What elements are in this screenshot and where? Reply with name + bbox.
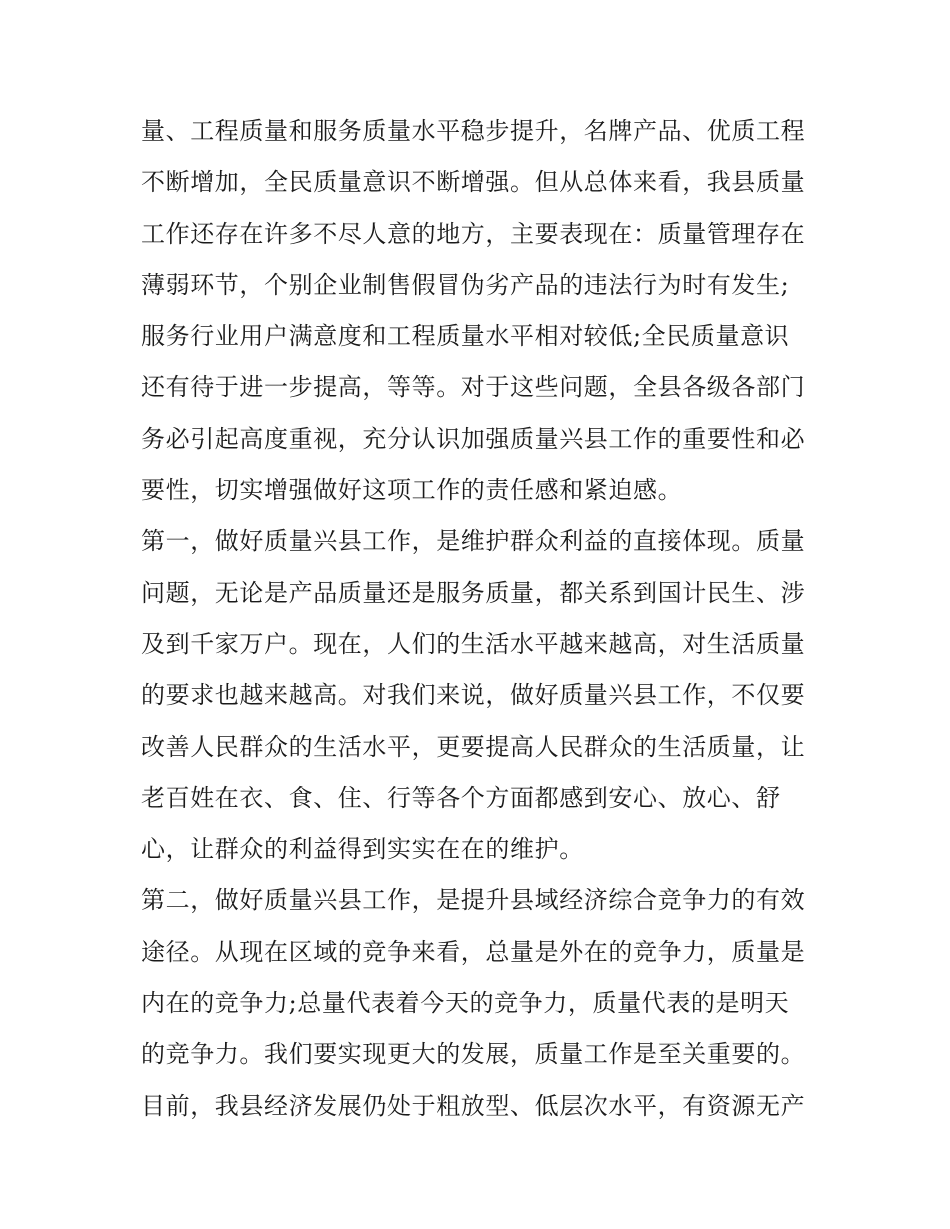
text-line: 心，让群众的利益得到实实在在的维护。 <box>141 835 584 864</box>
text-line: 的竞争力。我们要实现更大的发展，质量工作是至关重要的。 <box>141 1040 806 1069</box>
text-line: 途径。从现在区域的竞争来看，总量是外在的竞争力，质量是 <box>141 937 806 966</box>
paragraph-first-start: 第一，做好质量兴县工作，是维护群众利益的直接体现。质量 <box>141 527 806 556</box>
text-line: 老百姓在衣、食、住、行等各个方面都感到安心、放心、舒 <box>141 783 781 812</box>
body-text <box>141 106 821 1132</box>
text-line: 还有待于进一步提高，等等。对于这些问题，全县各级各部门 <box>141 373 806 402</box>
text-line: 不断增加，全民质量意识不断增强。但从总体来看，我县质量 <box>141 168 806 197</box>
paragraph-second-start: 第二，做好质量兴县工作，是提升县域经济综合竞争力的有效 <box>141 886 806 915</box>
text-line: 薄弱环节，个别企业制售假冒伪劣产品的违法行为时有发生; <box>141 270 790 299</box>
text-line: 内在的竞争力;总量代表着今天的竞争力，质量代表的是明天 <box>141 989 790 1018</box>
text-line: 的要求也越来越高。对我们来说，做好质量兴县工作，不仅要 <box>141 681 806 710</box>
text-line: 问题，无论是产品质量还是服务质量，都关系到国计民生、涉 <box>141 578 806 607</box>
text-line: 服务行业用户满意度和工程质量水平相对较低;全民质量意识 <box>141 322 790 351</box>
text-line: 改善人民群众的生活水平，更要提高人民群众的生活质量，让 <box>141 732 806 761</box>
text-line: 量、工程质量和服务质量水平稳步提升，名牌产品、优质工程 <box>141 117 806 145</box>
text-line: 及到千家万户。现在，人们的生活水平越来越高，对生活质量 <box>141 629 806 658</box>
text-line: 目前，我县经济发展仍处于粗放型、低层次水平，有资源无产 <box>141 1091 806 1120</box>
text-line: 工作还存在许多不尽人意的地方，主要表现在：质量管理存在 <box>141 219 806 248</box>
text-line: 务必引起高度重视，充分认识加强质量兴县工作的重要性和必 <box>141 424 806 453</box>
text-line: 要性，切实增强做好这项工作的责任感和紧迫感。 <box>141 476 683 505</box>
